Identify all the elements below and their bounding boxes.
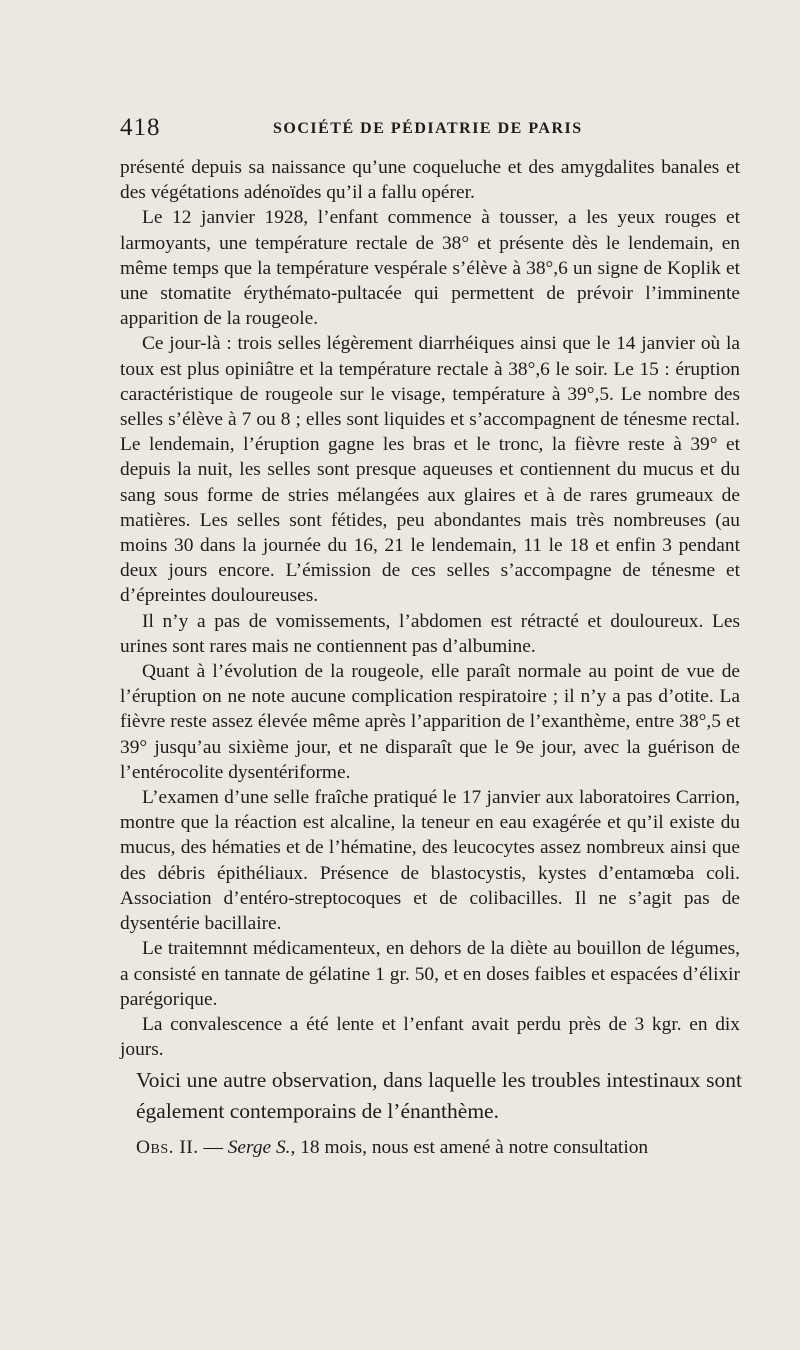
lead-paragraph: Voici une autre observation, dans laquelle les troubles intestinaux sont également contemporains de l’énanthème.: [136, 1068, 742, 1123]
paragraph: Le 12 janvier 1928, l’enfant commence à tousser, a les yeux rouges et larmoyants, une température rectale de 38° et présente dès le lendemain, en même temps que la température vespérale s’élève à 38°,6 un signe de Koplik et une stomatite érythémato-pultacée qui permettent de prévoir l’imminente apparition de la rougeole.: [120, 207, 740, 330]
paragraph: La convalescence a été lente et l’enfant avait perdu près de 3 kgr. en dix jours.: [120, 1013, 740, 1061]
observation-text: , 18 mois, nous est amené à notre consultation: [290, 1137, 649, 1158]
paragraph: Quant à l’évolution de la rougeole, elle paraît normale au point de vue de l’éruption on ne note aucune complication respiratoire ; il n’y a pas d’otite. La fièvre reste assez élevée même après l’apparition de l’exanthème, entre 38°,5 et 39° jusqu’au sixième jour, et ne disparaît que le 9e jour, avec la guérison de l’entérocolite dysentériforme.: [120, 661, 740, 783]
paragraph: Il n’y a pas de vomissements, l’abdomen est rétracté et douloureux. Les urines sont rares mais ne contiennent pas d’albumine.: [120, 610, 740, 657]
running-head: SOCIÉTÉ DE PÉDIATRIE DE PARIS: [273, 120, 583, 137]
observation-dash: —: [198, 1137, 228, 1158]
paragraph: Ce jour-là : trois selles légèrement diarrhéiques ainsi que le 14 janvier où la toux est plus opiniâtre et la température rectale à 38°,6 le soir. Le 15 : éruption caractéristique de rougeole sur le visage, température à 39°,5. Le nombre des selles s’élève à 7 ou 8 ; elles sont liquides et s’accompagnent de ténesme rectal. Le lendemain, l’éruption gagne les bras et le tronc, la fièvre reste à 39° et depuis la nuit, les selles sont presque aqueuses et contiennent du mucus et du sang sous forme de stries mélangées aux glaires et à de rares grumeaux de matières. Les selles sont fétides, peu abondantes mais très nombreuses (au moins 30 dans la journée du 16, 21 le lendemain, 11 le 18 et enfin 3 pendant deux jours encore. L’émission de ces selles s’accompagne de ténesme et d’épreintes douloureuses.: [120, 333, 740, 607]
paragraph: présenté depuis sa naissance qu’une coqueluche et des amygdalites banales et des végétations adénoïdes qu’il a fallu opérer.: [120, 157, 740, 204]
page-number: 418: [120, 114, 161, 141]
patient-name: Serge S.: [227, 1137, 291, 1158]
body-text: [120, 155, 740, 1062]
observation-label: Obs. II.: [136, 1137, 199, 1158]
page-header: [120, 114, 740, 144]
observation-line: [136, 1135, 742, 1160]
paragraph: L’examen d’une selle fraîche pratiqué le 17 janvier aux laboratoires Carrion, montre que la réaction est alcaline, la teneur en eau exagérée et qu’il existe du mucus, des hématies et de l’hématine, des leucocytes assez nombreux ainsi que des débris épithéliaux. Présence de blastocystis, kystes d’entamœba coli. Association d’entéro-streptocoques et de colibacilles. Il ne s’agit pas de dysentérie bacillaire.: [120, 787, 740, 935]
paragraph: Le traitemnnt médicamenteux, en dehors de la diète au bouillon de légumes, a consisté en tannate de gélatine 1 gr. 50, et en doses faibles et espacées d’élixir parégorique.: [120, 938, 740, 1010]
